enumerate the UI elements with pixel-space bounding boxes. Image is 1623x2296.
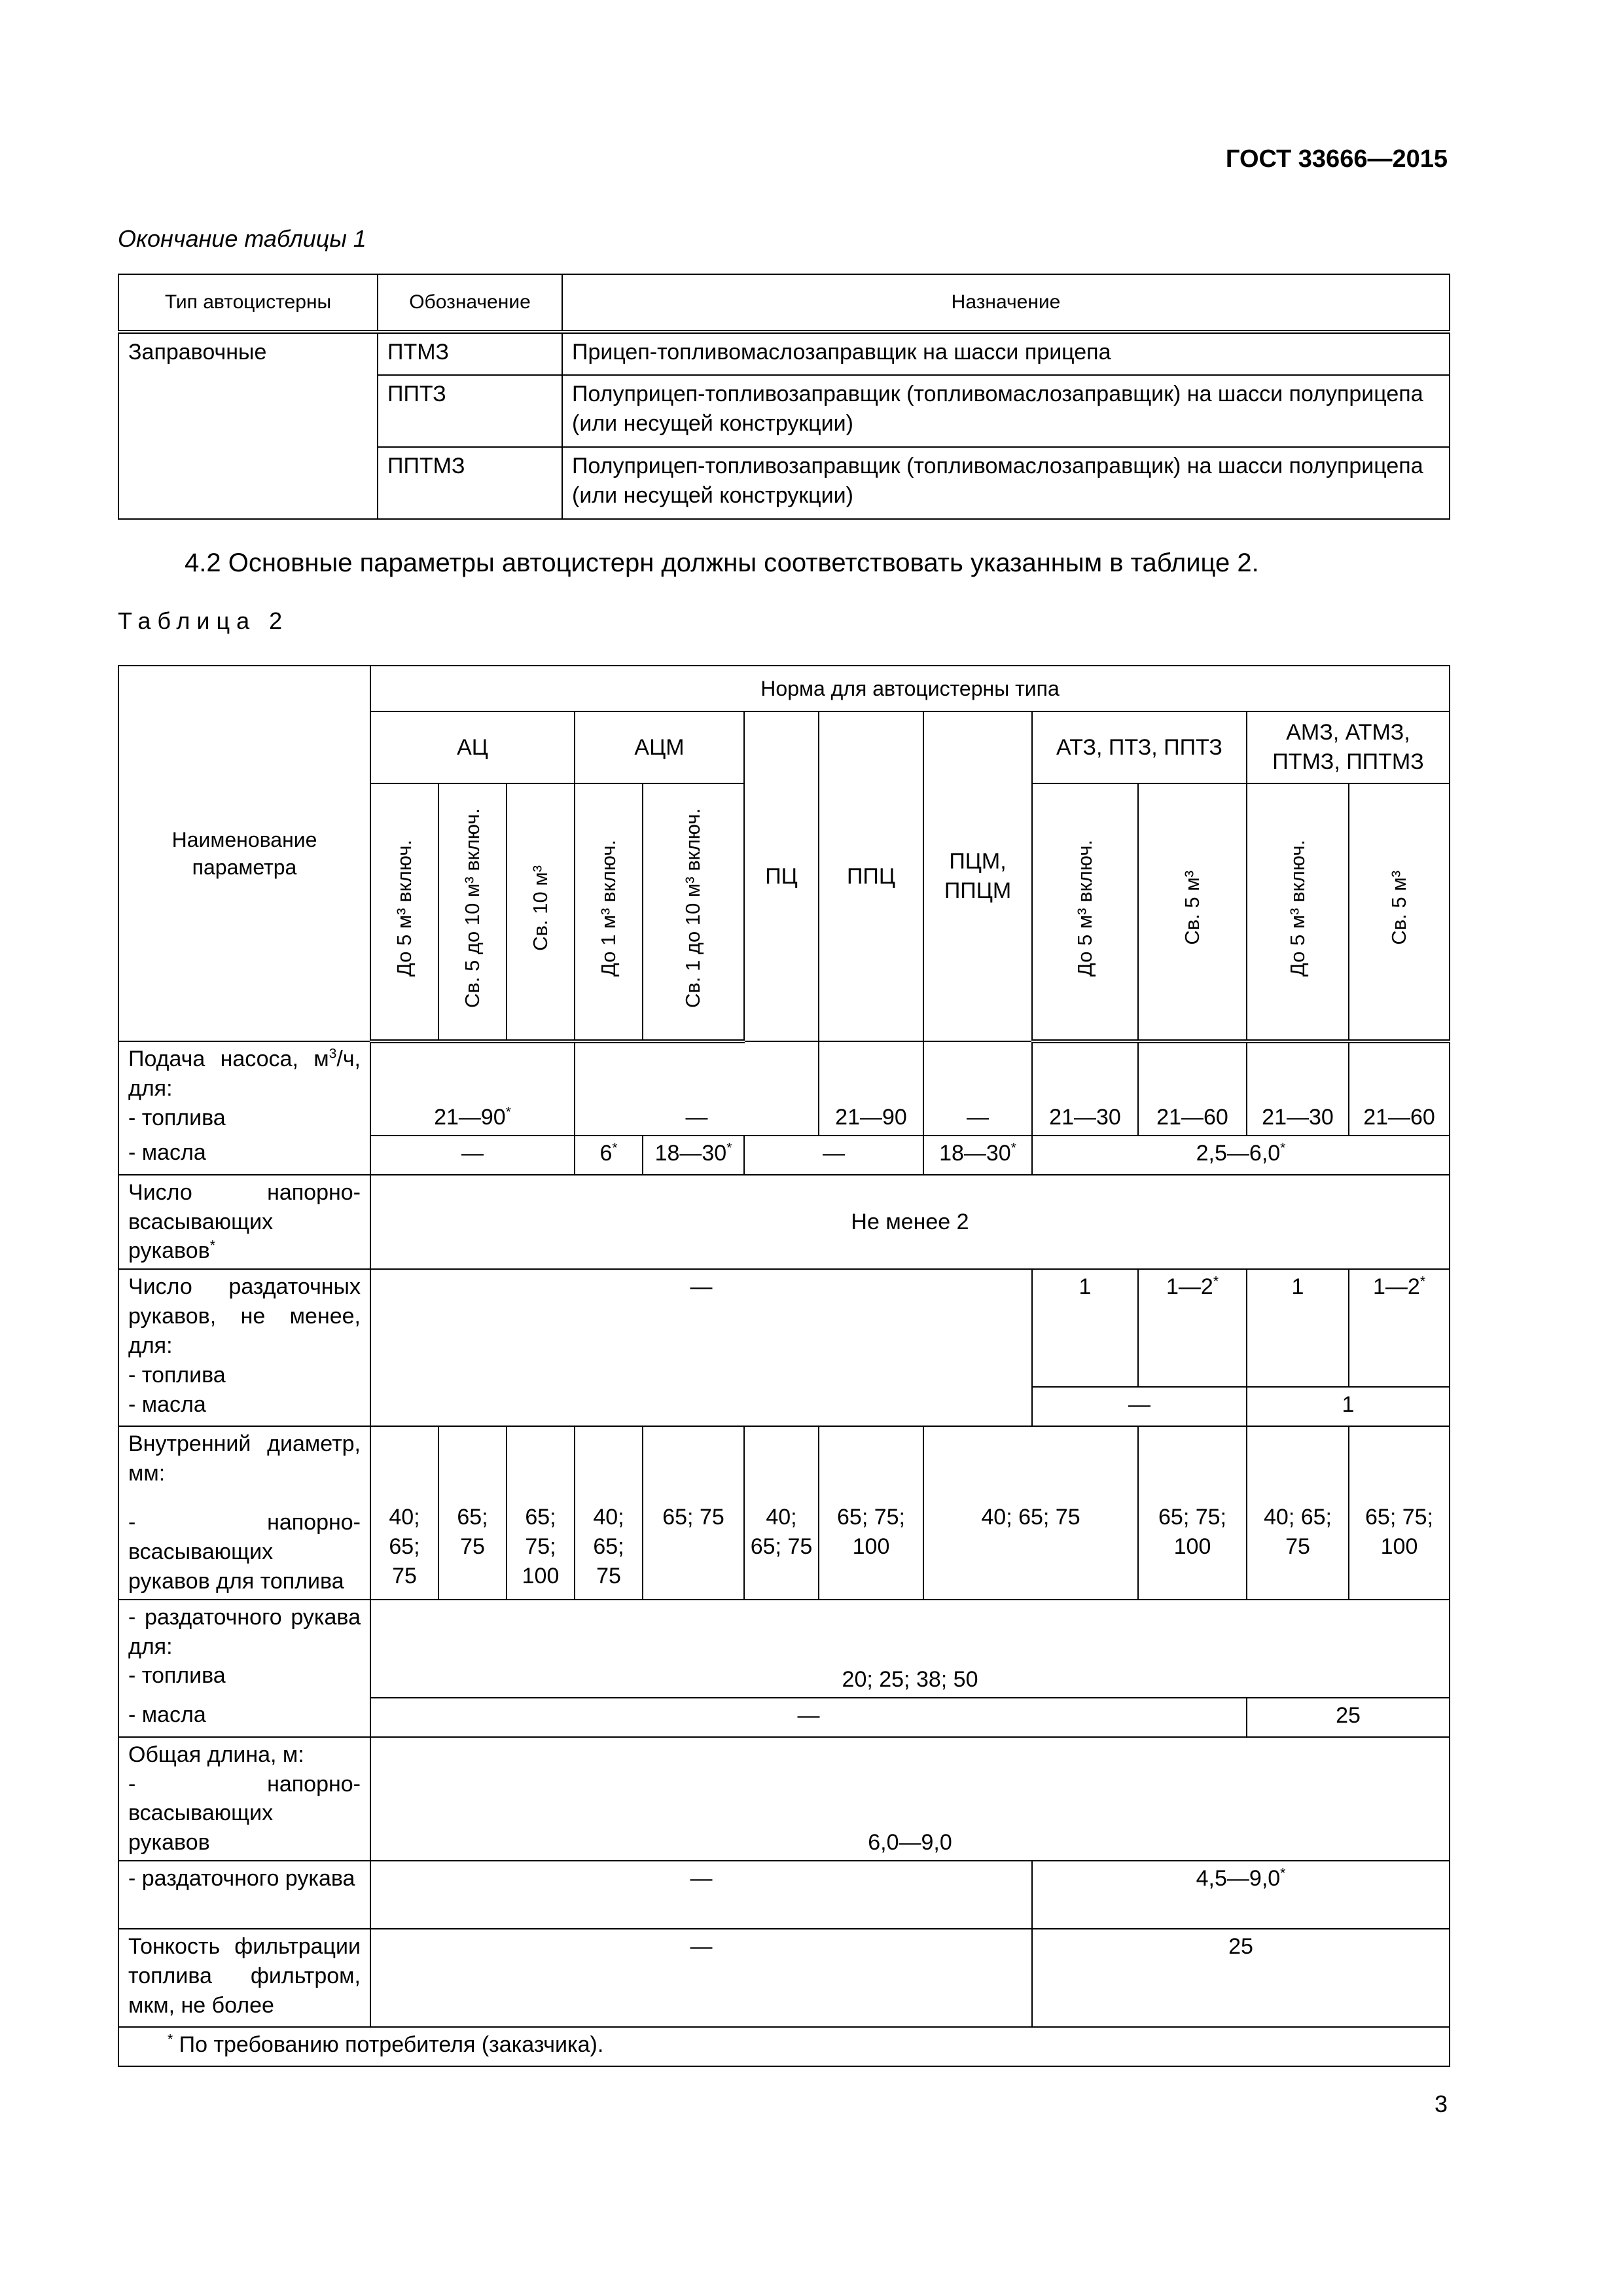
dispense-fuel-label: - топлива	[128, 1362, 226, 1388]
pump-oil-pcm	[923, 1136, 1032, 1175]
table-row	[118, 1136, 1450, 1175]
length-dispense-left: —	[370, 1861, 1032, 1929]
sub-atz-1	[1032, 783, 1138, 1041]
diameter-oil-amz: 25	[1247, 1698, 1450, 1737]
group-amz	[1247, 711, 1450, 783]
suction-count-title	[118, 1175, 370, 1270]
length-suction-label: - напорно-всасывающих рукавов	[128, 1771, 361, 1856]
pump-title-sup: 3	[329, 1046, 337, 1062]
diameter-fuel-label: - топлива	[128, 1663, 226, 1689]
type-pcm-line1: ПЦМ,	[949, 849, 1007, 874]
sub-acm-1-text: До 1 м³ включ.	[596, 839, 620, 977]
star-mark: *	[726, 1140, 732, 1156]
type-pc: ПЦ	[744, 711, 819, 1041]
star-mark: *	[1280, 1140, 1286, 1156]
table-row	[118, 1041, 1450, 1136]
table2-footnote-row	[118, 2027, 1450, 2066]
length-dispense-label: - раздаточного рукава	[118, 1861, 370, 1929]
sub-atz-2	[1138, 783, 1247, 1041]
suction-count-value: Не менее 2	[370, 1175, 1450, 1270]
diameter-title	[118, 1426, 370, 1599]
pump-oil-rest	[1032, 1136, 1450, 1175]
group-amz-line1: АМЗ, АТМЗ,	[1286, 720, 1410, 745]
pump-fuel-amz1: 21—30	[1247, 1041, 1349, 1136]
star-mark: *	[1010, 1140, 1016, 1156]
diam-ac3: 65; 75; 100	[507, 1426, 575, 1599]
table-row	[118, 1269, 1450, 1387]
diameter-oil-left: —	[370, 1698, 1247, 1737]
diam-atz2: 65; 75; 100	[1138, 1426, 1247, 1599]
star-mark: *	[168, 2032, 173, 2047]
table-row	[118, 1737, 1450, 1861]
dispense-fuel-amz2-value: 1—2	[1372, 1274, 1420, 1300]
sub-amz-2-text: Св. 5 м³	[1387, 870, 1410, 945]
table2-header-row-1	[118, 666, 1450, 711]
sub-ac-1	[370, 783, 438, 1041]
table1-desc: Полуприцеп-топливозаправщик (топливомаслозаправщик) на шасси полуприцепа (или несущей конструкции)	[562, 447, 1450, 519]
table1-group: Заправочные	[118, 332, 378, 519]
group-atz: АТЗ, ПТЗ, ППТЗ	[1032, 711, 1247, 783]
pump-oil-pc-ppc: —	[744, 1136, 923, 1175]
sub-ac-3-text: Св. 10 м³	[528, 865, 552, 951]
dispense-oil-amz: 1	[1247, 1387, 1450, 1426]
group-amz-line2: ПТМЗ, ППТМЗ	[1272, 749, 1424, 774]
pump-fuel-amz2: 21—60	[1349, 1041, 1450, 1136]
group-ac: АЦ	[370, 711, 575, 783]
pump-oil-acm2-value: 18—30	[654, 1140, 727, 1166]
pump-fuel-atz1: 21—30	[1032, 1041, 1138, 1136]
dispense-fuel-atz2	[1138, 1269, 1247, 1387]
diam-ac1: 40; 65; 75	[370, 1426, 438, 1599]
filtration-title: Тонкость фильтрации топлива фильтром, мкм, не более	[118, 1929, 370, 2027]
length-dispense-right	[1032, 1861, 1450, 1929]
diam-acm2: 65; 75	[643, 1426, 744, 1599]
star-mark: *	[505, 1104, 511, 1120]
table-row	[118, 1426, 1450, 1599]
diam-pc: 40; 65; 75	[744, 1426, 819, 1599]
dispense-count-title-text: Число раздаточных рукавов, не менее, для:	[128, 1274, 361, 1358]
length-title-text: Общая длина, м:	[128, 1742, 304, 1767]
table-row	[118, 1600, 1450, 1698]
type-pcm-line2: ППЦМ	[944, 878, 1012, 903]
pump-oil-acm1-value: 6	[599, 1140, 613, 1166]
diam-acm1: 40; 65; 75	[575, 1426, 643, 1599]
pump-oil-label: - масла	[118, 1136, 370, 1175]
diameter-dispense-label-text: - раздаточного рукава для:	[128, 1604, 361, 1659]
pump-fuel-ppc: 21—90	[819, 1041, 923, 1136]
table-row	[118, 1175, 1450, 1270]
pump-fuel-acm-pc: —	[575, 1041, 819, 1136]
table1-header-code: Обозначение	[378, 274, 562, 332]
length-suction: 6,0—9,0	[370, 1737, 1450, 1861]
star-mark: *	[1213, 1274, 1219, 1289]
table1-desc: Полуприцеп-топливозаправщик (топливомаслозаправщик) на шасси полуприцепа (или несущей конструкции)	[562, 375, 1450, 447]
diameter-title-text: Внутренний диаметр, мм:	[128, 1431, 361, 1486]
diam-ac2: 65; 75	[438, 1426, 507, 1599]
pump-title-c: /ч, для:	[128, 1047, 361, 1101]
pump-oil-acm2	[643, 1136, 744, 1175]
pump-fuel-atz2: 21—60	[1138, 1041, 1247, 1136]
table1-header-row	[118, 274, 1450, 332]
diam-pcm-atz1: 40; 65; 75	[923, 1426, 1138, 1599]
group-acm: АЦМ	[575, 711, 744, 783]
table1-header-purpose: Назначение	[562, 274, 1450, 332]
dispense-oil-label: - масла	[128, 1391, 206, 1417]
pump-title	[118, 1041, 370, 1136]
table-1	[118, 274, 1450, 520]
table1-code: ППТЗ	[378, 375, 562, 447]
filtration-left: —	[370, 1929, 1032, 2027]
star-mark: *	[1280, 1865, 1286, 1881]
dispense-fuel-amz1: 1	[1247, 1269, 1349, 1387]
pump-fuel-ac-value: 21—90	[434, 1104, 506, 1130]
table-row	[118, 332, 1450, 375]
table2-footnote	[118, 2027, 1450, 2066]
dispense-count-title	[118, 1269, 370, 1426]
sub-atz-1-text: До 5 м³ включ.	[1073, 839, 1096, 977]
sub-amz-1-text: До 5 м³ включ.	[1285, 839, 1309, 977]
diam-amz1: 40; 65; 75	[1247, 1426, 1349, 1599]
table1-header-type: Тип автоцистерны	[118, 274, 378, 332]
diameter-oil-label: - масла	[118, 1698, 370, 1737]
table-2	[118, 665, 1450, 2067]
table2-footnote-text: По требованию потребителя (заказчика).	[179, 2032, 604, 2058]
sub-ac-3	[507, 783, 575, 1041]
sub-amz-2	[1349, 783, 1450, 1041]
table2-header-norm: Норма для автоцистерны типа	[370, 666, 1450, 711]
star-mark: *	[1419, 1274, 1426, 1289]
pump-oil-rest-value: 2,5—6,0	[1196, 1140, 1281, 1166]
pump-title-a: Подача насоса,	[128, 1047, 298, 1071]
length-title	[118, 1737, 370, 1861]
diameter-dispense-label	[118, 1600, 370, 1698]
page-number: 3	[1434, 2090, 1448, 2117]
pump-oil-ac: —	[370, 1136, 575, 1175]
pump-oil-acm1	[575, 1136, 643, 1175]
sub-ac-1-text: До 5 м³ включ.	[392, 839, 416, 977]
table2-label: Таблица 2	[118, 607, 289, 634]
sub-acm-2	[643, 783, 744, 1041]
sub-acm-1	[575, 783, 643, 1041]
pump-oil-pcm-value: 18—30	[939, 1140, 1011, 1166]
dispense-fuel-atz2-value: 1—2	[1166, 1274, 1213, 1300]
type-pcm	[923, 711, 1032, 1041]
sub-atz-2-text: Св. 5 м³	[1180, 870, 1204, 945]
type-ppc: ППЦ	[819, 711, 923, 1041]
sub-ac-2	[438, 783, 507, 1041]
filtration-right: 25	[1032, 1929, 1450, 2027]
diameter-suction-label: - напорно-всасывающих рукавов для топлива	[128, 1510, 361, 1594]
dispense-oil-atz: —	[1032, 1387, 1247, 1426]
dispense-fuel-atz1: 1	[1032, 1269, 1138, 1387]
diam-ppc: 65; 75; 100	[819, 1426, 923, 1599]
table2-header-param: Наименование параметра	[118, 666, 370, 1041]
star-mark: *	[612, 1140, 618, 1156]
document-id: ГОСТ 33666—2015	[1225, 145, 1448, 173]
length-dispense-right-value: 4,5—9,0	[1196, 1866, 1281, 1892]
table1-desc: Прицеп-топливомаслозаправщик на шасси прицепа	[562, 332, 1450, 375]
table1-code: ППТМЗ	[378, 447, 562, 519]
pump-title-b: м	[313, 1047, 329, 1071]
suction-count-title-text: Число напорно-всасывающих рукавов	[128, 1179, 361, 1264]
table-row	[118, 1698, 1450, 1737]
diameter-dispense-fuel: 20; 25; 38; 50	[370, 1600, 1450, 1698]
pump-fuel-label: - топлива	[128, 1105, 226, 1130]
table-row	[118, 1861, 1450, 1929]
sub-amz-1	[1247, 783, 1349, 1041]
table1-caption: Окончание таблицы 1	[118, 225, 366, 252]
dispense-fuel-amz2	[1349, 1269, 1450, 1387]
table-row	[118, 1929, 1450, 2027]
sub-ac-2-text: Св. 5 до 10 м³ включ.	[460, 808, 484, 1008]
pump-fuel-ac	[370, 1041, 575, 1136]
pump-fuel-pcm: —	[923, 1041, 1032, 1136]
sub-acm-2-text: Св. 1 до 10 м³ включ.	[681, 808, 705, 1008]
diam-amz2: 65; 75; 100	[1349, 1426, 1450, 1599]
table1-code: ПТМЗ	[378, 332, 562, 375]
paragraph-4-2: 4.2 Основные параметры автоцистерн должны соответствовать указанным в таблице 2.	[185, 548, 1259, 577]
star-mark: *	[209, 1238, 215, 1254]
dispense-left: —	[370, 1269, 1032, 1426]
